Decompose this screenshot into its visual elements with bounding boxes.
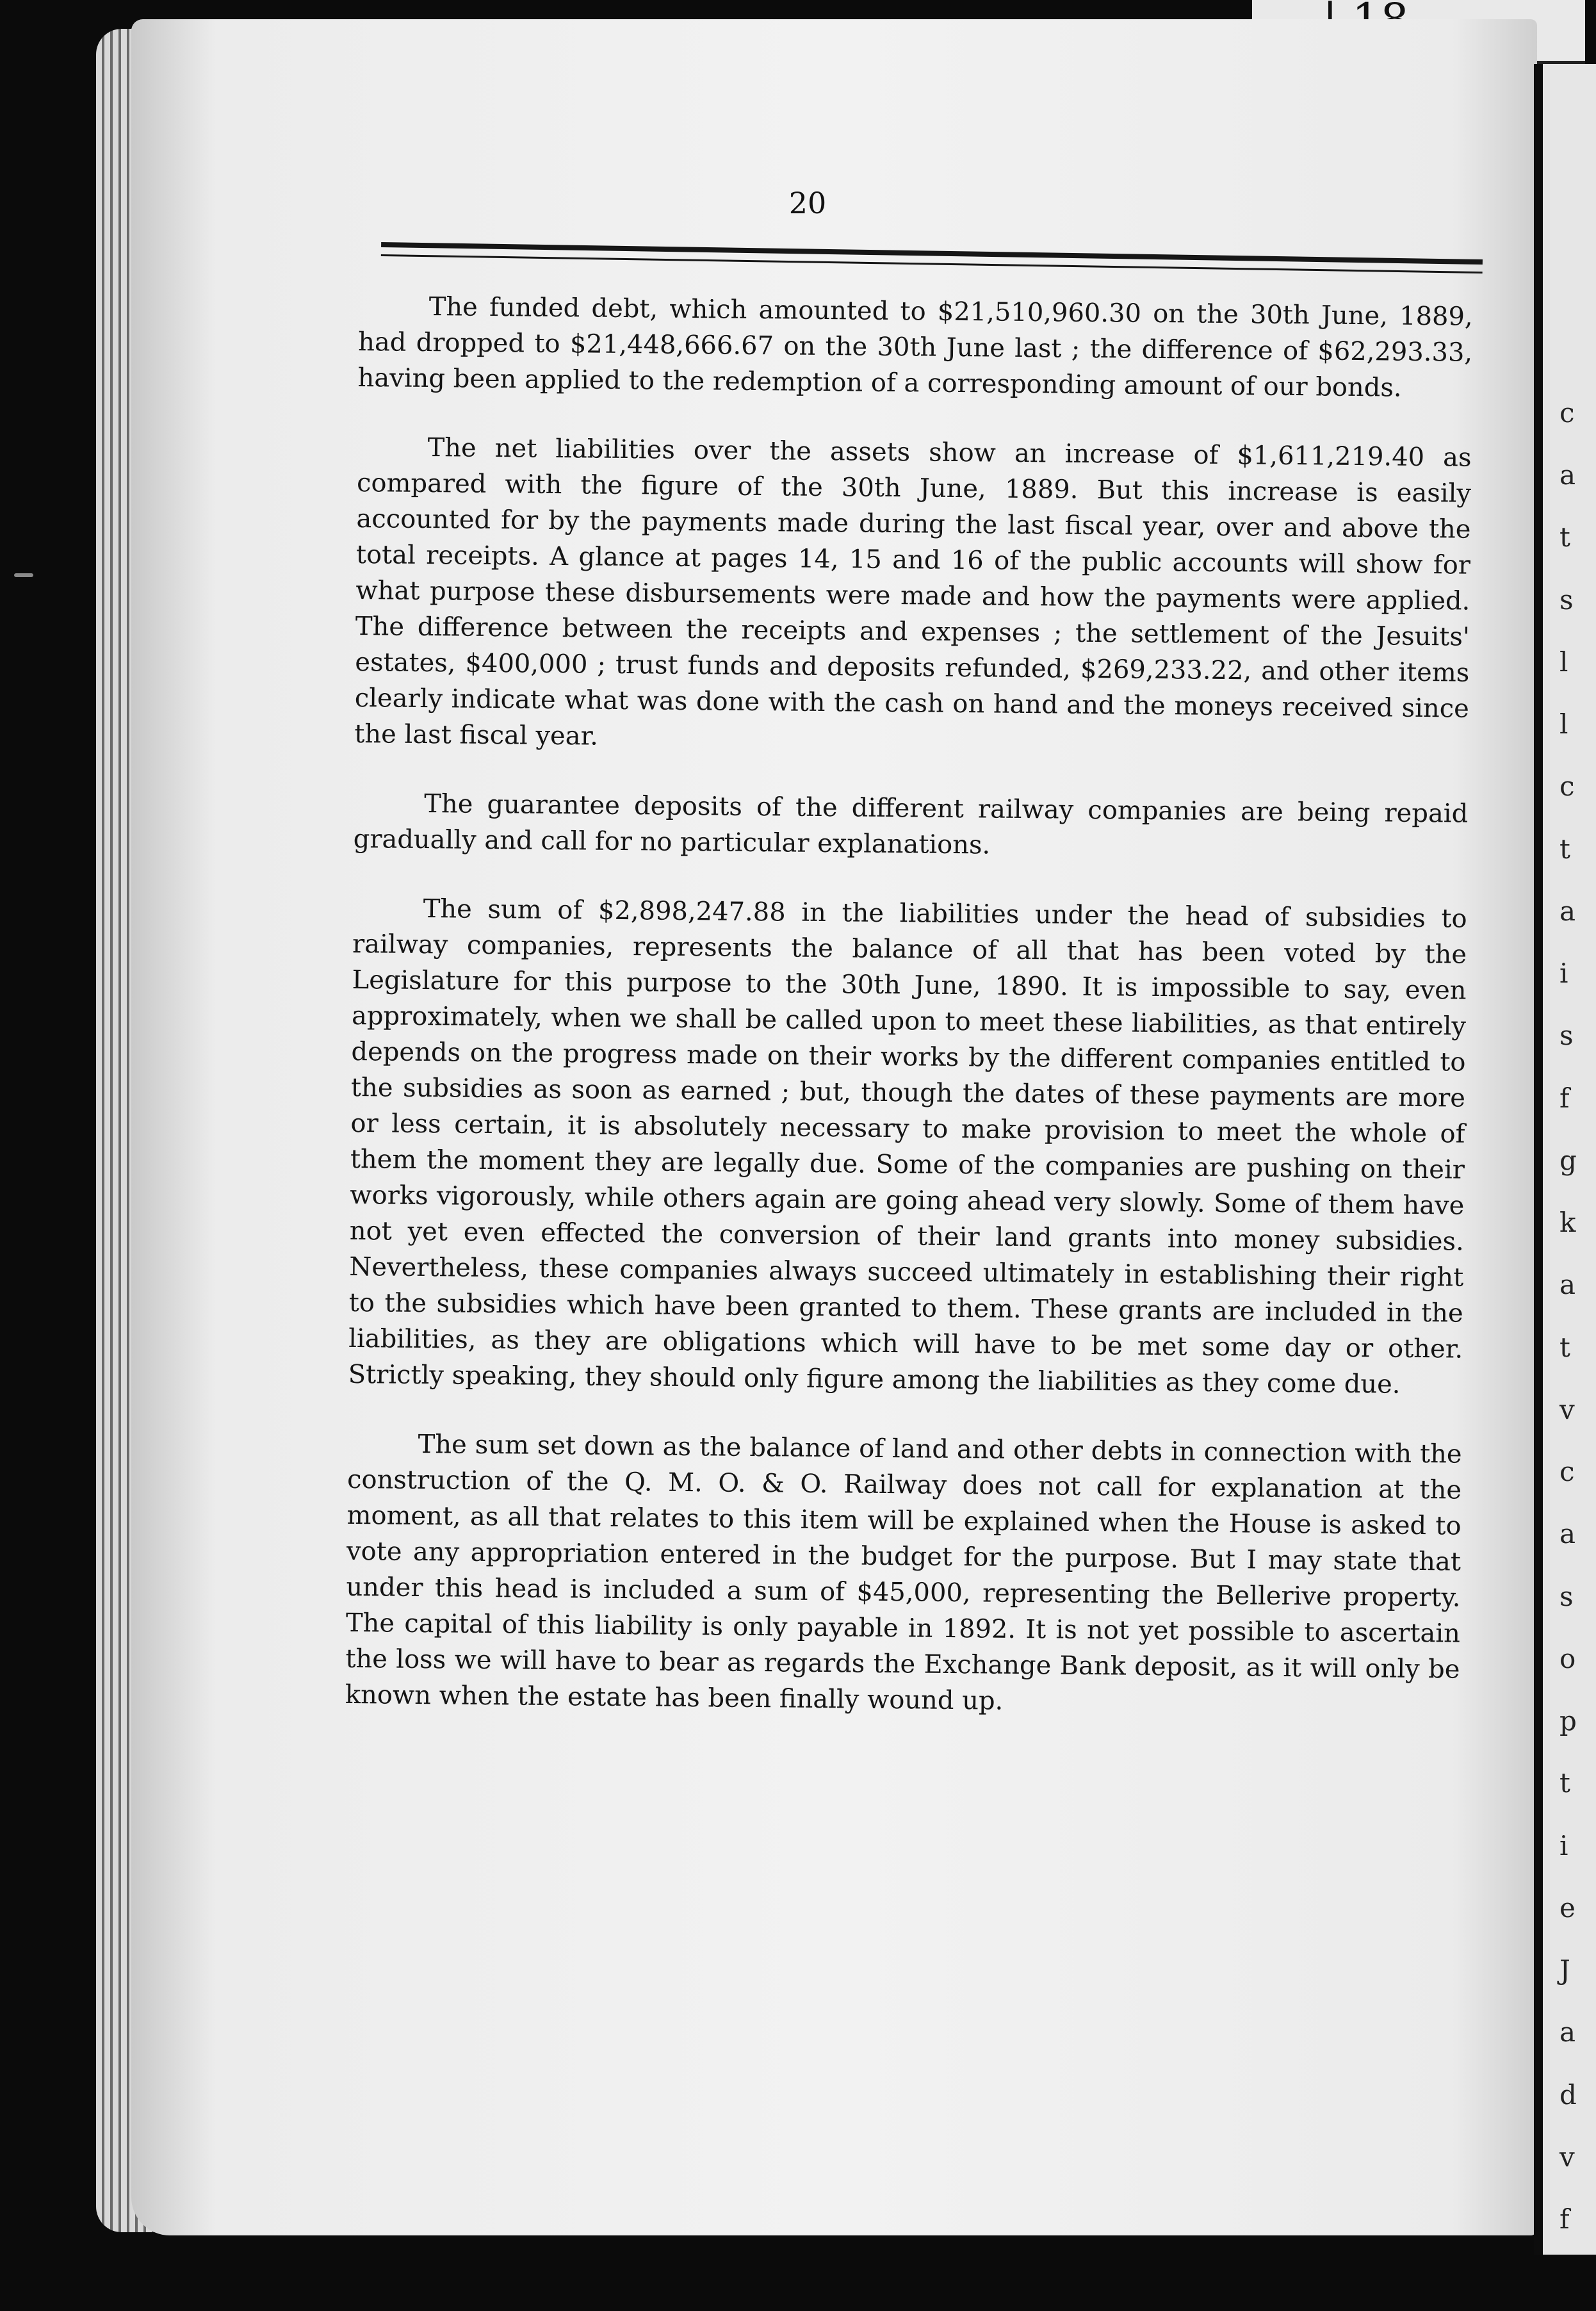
page-body: [345, 288, 1473, 1724]
facing-page-margin-letter: v: [1559, 1394, 1575, 1425]
facing-page-margin-letter: J: [1559, 1954, 1570, 1986]
paragraph-qmoo-railway: The sum set down as the balance of land and other debts in connection with the construction of the Q. M. O. & O. Railway does not call for explanation at the moment, as all that relates to this item will be explained when the House is asked to vote any appropriation entered in the budget for the purpose. But I may state that under this head is included a sum of $45,000, representing the Bellerive property. The capital of this liability is only payable in 1892. It is not yet possible to ascertain the loss we will have to bear as regards the Exchange Bank deposit, as it will only be known when the estate has been finally wound up.: [345, 1429, 1462, 1716]
scan-artifact: [14, 573, 33, 577]
book-gutter: [1534, 64, 1543, 2255]
facing-page-margin-letter: t: [1559, 521, 1570, 553]
paragraph-funded-debt: The funded debt, which amounted to $21,510,960.30 on the 30th June, 1889, had dropped to $21,448,666.67 on the 30th June last ; the difference of $62,293.33, having been applied to the redemption of a corresponding amount of our bonds.: [357, 292, 1473, 403]
page-number: 20: [788, 186, 827, 220]
facing-page-margin-letter: s: [1559, 1581, 1574, 1612]
paragraph-railway-subsidies: The sum of $2,898,247.88 in the liabilities under the head of subsidies to railway companies, represents the balance of all that has been voted by the Legislature for this purpose to the 30th June, 1890. It is impossible to say, even approximately, when we shall be called upon to meet these liabilities, as that entirely depends on the progress made on their works by the different companies entitled to the subsidies as soon as earned ; but, though the dates of these payments are more or less certain, it is absolutely necessary to make provision to meet the whole of them the moment they are legally due. Some of the companies are pushing on their works vigorously, while others again are going ahead very slowly. Some of them have not yet even effected the conversion of their land grants into money subsidies. Nevertheless, these companies always succeed ultimately in establishing their right to the subsidies which have been granted to them. These grants are included in the liabilities, as they are obligations which will have to be met some day or other. Strictly speaking, they should only figure among the liabilities as they come due.: [348, 894, 1467, 1400]
facing-page-margin-letter: o: [1559, 1643, 1576, 1674]
facing-page-margin-letter: g: [1559, 1145, 1577, 1176]
facing-page-margin-letter: t: [1559, 833, 1570, 865]
facing-page-margin-letter: e: [1559, 1892, 1576, 1923]
paragraph-guarantee-deposits: The guarantee deposits of the different railway companies are being repaid gradually and call for no particular explanations.: [353, 789, 1469, 860]
facing-page-margin-letter: i: [1559, 1830, 1568, 1861]
facing-page-margin-letter: f: [1559, 2203, 1570, 2235]
facing-page-margin-letter: s: [1559, 1020, 1574, 1051]
facing-page-margin-letter: t: [1559, 1332, 1570, 1363]
facing-page-margin-letter: p: [1559, 1705, 1577, 1736]
facing-page-margin-letter: a: [1559, 1269, 1576, 1300]
facing-page-edge: [1543, 64, 1596, 2255]
facing-page-margin-letter: k: [1559, 1207, 1576, 1238]
facing-page-margin-letter: f: [1559, 1082, 1570, 1114]
facing-page-margin-letter: a: [1559, 2016, 1576, 2048]
facing-page-margin-letter: a: [1559, 459, 1576, 491]
facing-page-margin-letter: a: [1559, 1518, 1576, 1549]
facing-page-margin-letter: c: [1559, 1456, 1575, 1487]
facing-page-margin-letter: s: [1559, 584, 1574, 616]
facing-page-margin-letter: d: [1559, 2079, 1577, 2111]
facing-page-margin-letter: t: [1559, 1767, 1570, 1799]
facing-page-margin-letter: l: [1559, 708, 1568, 740]
facing-page-margin-letter: c: [1559, 397, 1575, 429]
facing-page-margin-letter: i: [1559, 958, 1568, 989]
facing-page-margin-letter: a: [1559, 895, 1576, 927]
paragraph-net-liabilities: The net liabilities over the assets show an increase of $1,611,219.40 as compared with the figure of the 30th June, 1889. But this increase is easily accounted for by the payments made during the last fiscal year, over and above the total receipts. A glance at pages 14, 15 and 16 of the public accounts will show for what purpose these disbursements were made and how the payments were applied. The difference between the receipts and expenses ; the settlement of the Jesuits' estates, $400,000 ; trust funds and deposits refunded, $269,233.22, and other items clearly indicate what was done with the cash on hand and the moneys received since the last fiscal year.: [354, 433, 1472, 751]
facing-page-margin-letter: v: [1559, 2141, 1575, 2173]
facing-page-margin-letter: l: [1559, 646, 1568, 678]
facing-page-margin-letter: c: [1559, 771, 1575, 802]
